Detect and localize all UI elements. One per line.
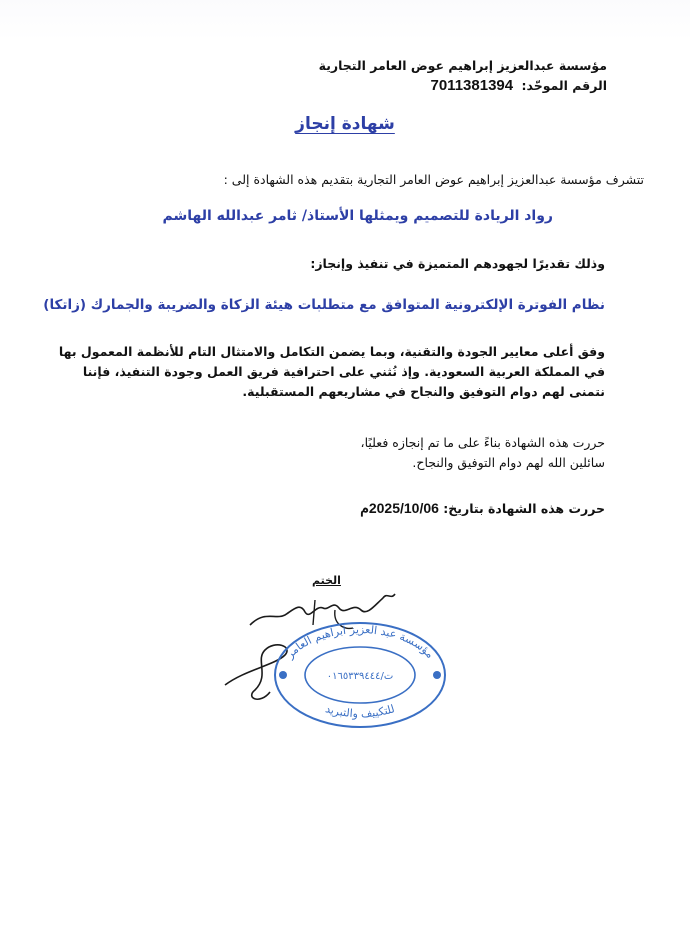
body-paragraph: وفق أعلى معايير الجودة والتقنية، وبما يضمن التكامل والامتثال التام للأنظمة المعمول بها في المملكة العربية السعودية. وإذ نُثني على احترافية فريق العمل وجودة التنفيذ، فإننا نتمنى لهم دوام التوفيق والنجاح في مشاريعهم المستقبلية. — [58, 344, 605, 399]
organization-name: مؤسسة عبدالعزيز إبراهيم عوض العامر التجارية — [318, 58, 607, 73]
appreciation-text: وذلك تقديرًا لجهودهم المتميزة في تنفيذ وإنجاز: — [310, 256, 605, 271]
closing-line-1: حررت هذه الشهادة بناءً على ما تم إنجازه فعليًا، — [360, 435, 605, 450]
unified-number: 7011381394 — [430, 77, 514, 94]
intro-text: تتشرف مؤسسة عبدالعزيز إبراهيم عوض العامر التجارية بتقديم هذه الشهادة إلى : — [223, 172, 644, 187]
closing-text — [361, 433, 605, 473]
issue-date-value: 2025/10/06م — [360, 500, 439, 516]
stamp-star-icon — [433, 671, 441, 679]
signature-icon — [225, 645, 287, 699]
project-name: نظام الفوترة الإلكترونية المتوافق مع متطلبات هيئة الزكاة والضريبة والجمارك (زاتكا) — [43, 297, 605, 313]
closing-line-2: سائلين الله لهم دوام التوفيق والنجاح. — [412, 455, 605, 470]
stamp-center-number: ت/٠١٦٥٣٣٩٤٤٤ — [326, 671, 394, 682]
stamp-top-text: مؤسسة عبد العزيز ابراهيم العامر — [283, 623, 437, 661]
organization-header — [319, 56, 607, 96]
certificate-title: شهادة إنجاز — [295, 114, 395, 134]
unified-number-line — [319, 76, 607, 96]
stamp-label: الختم — [312, 574, 341, 587]
signature-and-stamp — [215, 580, 455, 730]
recipient-name: رواد الريادة للتصميم ويمثلها الأستاذ/ ثامر عبدالله الهاشم — [162, 208, 553, 224]
stamp-star-icon — [279, 671, 287, 679]
issue-date-label: حررت هذه الشهادة بتاريخ: — [443, 501, 605, 516]
stamp-bottom-text: للتكييف والتبريد — [323, 702, 397, 721]
issue-date-line — [360, 500, 605, 517]
unified-number-label: الرقم الموحّد: — [521, 78, 607, 93]
signature-icon — [250, 594, 395, 625]
